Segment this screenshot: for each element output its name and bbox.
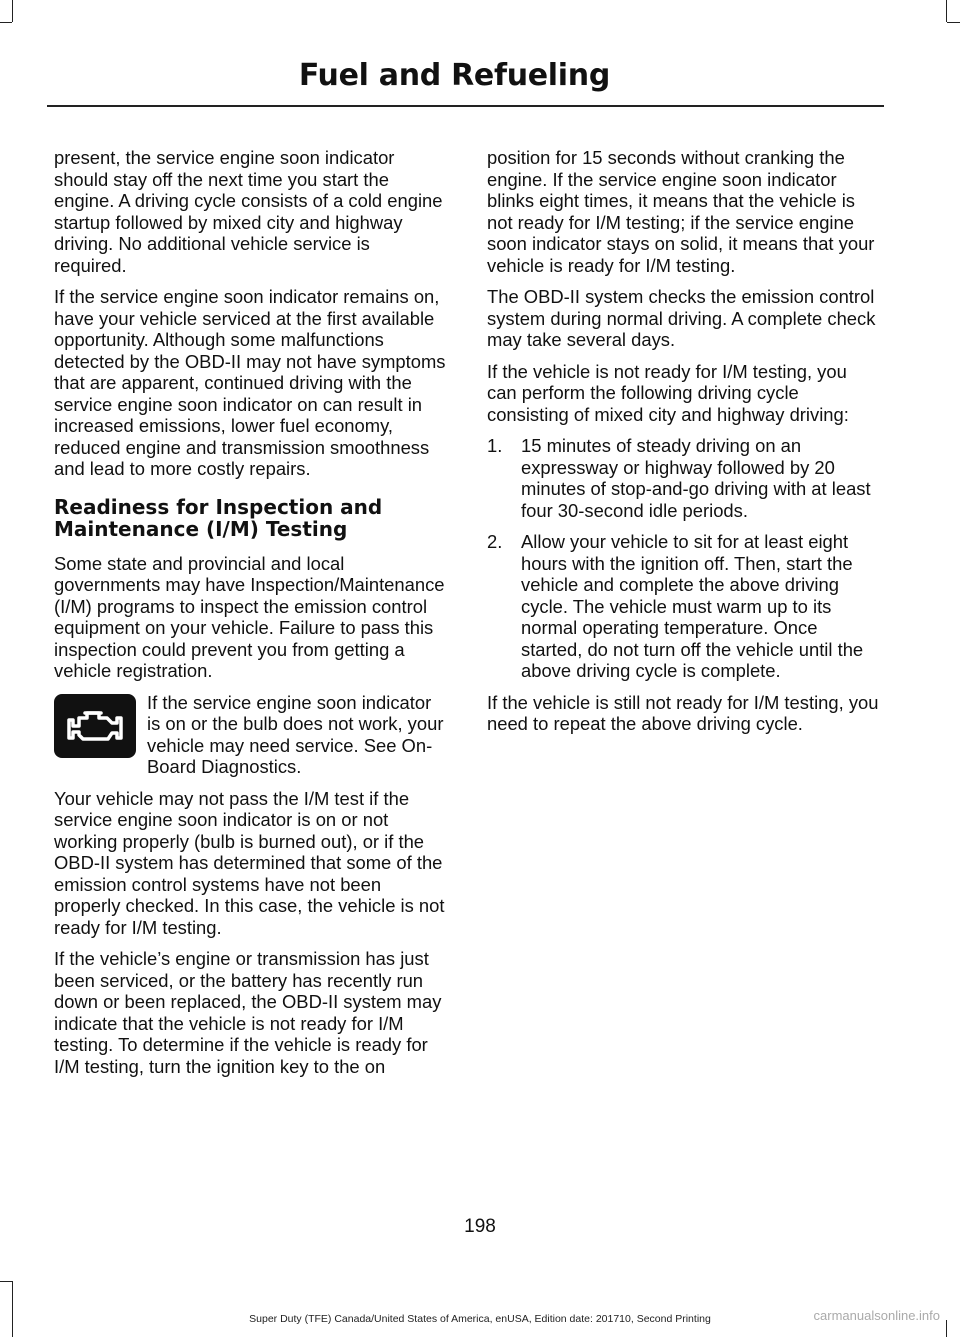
page-title: Fuel and Refueling — [298, 58, 610, 93]
service-engine-soon-icon — [54, 694, 136, 758]
crop-mark — [12, 1281, 13, 1337]
paragraph-text: If the service engine soon indicator is on or the bulb does not work, your vehicle may need service. See On-Board Diagnostics. — [147, 691, 444, 777]
list-item — [487, 531, 880, 682]
crop-mark — [0, 1281, 12, 1282]
step-number: 1. — [487, 435, 503, 456]
list-item — [487, 435, 880, 521]
paragraph: If the vehicle is still not ready for I/M testing, you need to repeat the above driving cycle. — [487, 691, 879, 734]
crop-mark — [946, 0, 947, 22]
driving-cycle-steps — [487, 435, 880, 682]
step-text: 15 minutes of steady driving on an expressway or highway followed by 20 minutes of stop-and-go driving with at least four 30-second idle periods. — [521, 435, 871, 521]
paragraph: The OBD-II system checks the emission control system during normal driving. A complete check may take several days. — [487, 286, 876, 350]
page-number: 198 — [464, 1216, 496, 1237]
paragraph: Your vehicle may not pass the I/M test if the service engine soon indicator is on or not working properly (bulb is burned out), or if the OBD-II system has determined that some of the emission control systems have not been properly checked. In this case, the vehicle is not ready for I/M testing. — [54, 787, 445, 938]
left-column — [54, 147, 447, 1087]
header-divider — [47, 105, 884, 107]
paragraph: If the service engine soon indicator remains on, have your vehicle serviced at the first available opportunity. Although some malfunctions detected by the OBD-II may not have symptoms that are apparent, continued driving with the service engine soon indicator on can result in increased emissions, lower fuel economy, reduced engine and transmission smoothness and lead to more costly repairs. — [54, 286, 446, 479]
engine-glyph — [63, 706, 127, 746]
watermark: carmanualsonline.info — [813, 1308, 940, 1323]
step-text: Allow your vehicle to sit for at least eight hours with the ignition off. Then, start the vehicle and complete the above driving cycle. The vehicle must warm up to its normal operating temperature. Once started, do not turn off the vehicle until the above driving cycle is complete. — [521, 531, 864, 681]
paragraph: Some state and provincial and local governments may have Inspection/Maintenance (I/M) programs to inspect the emission control equipment on your vehicle. Failure to pass this inspection could prevent you from getting a vehicle registration. — [54, 552, 445, 681]
right-column — [487, 147, 880, 745]
crop-mark — [12, 0, 13, 22]
paragraph: present, the service engine soon indicator should stay off the next time you start the engine. A driving cycle consists of a cold engine startup followed by mixed city and highway driving. No additional vehicle service is required. — [54, 147, 443, 276]
crop-mark — [947, 22, 960, 23]
paragraph: If the vehicle is not ready for I/M testing, you can perform the following driving cycle consisting of mixed city and highway driving: — [487, 360, 849, 425]
section-heading: Readiness for Inspection and Maintenance (I/M) Testing — [54, 494, 383, 541]
paragraph: position for 15 seconds without cranking the engine. If the service engine soon indicator blinks eight times, it means that the vehicle is not ready for I/M testing; if the service engine soon indicator stays on solid, it means that your vehicle is ready for I/M testing. — [487, 147, 875, 276]
paragraph: If the vehicle’s engine or transmission has just been serviced, or the battery has recently run down or been replaced, the OBD-II system may indicate that the vehicle is not ready for I/M testing. To determine if the vehicle is ready for I/M testing, turn the ignition key to the on — [54, 948, 442, 1077]
indicator-paragraph — [54, 692, 447, 778]
footer-edition: Super Duty (TFE) Canada/United States of America, enUSA, Edition date: 201710, Second Printing — [249, 1313, 711, 1325]
step-number: 2. — [487, 531, 503, 552]
crop-mark — [0, 22, 12, 23]
